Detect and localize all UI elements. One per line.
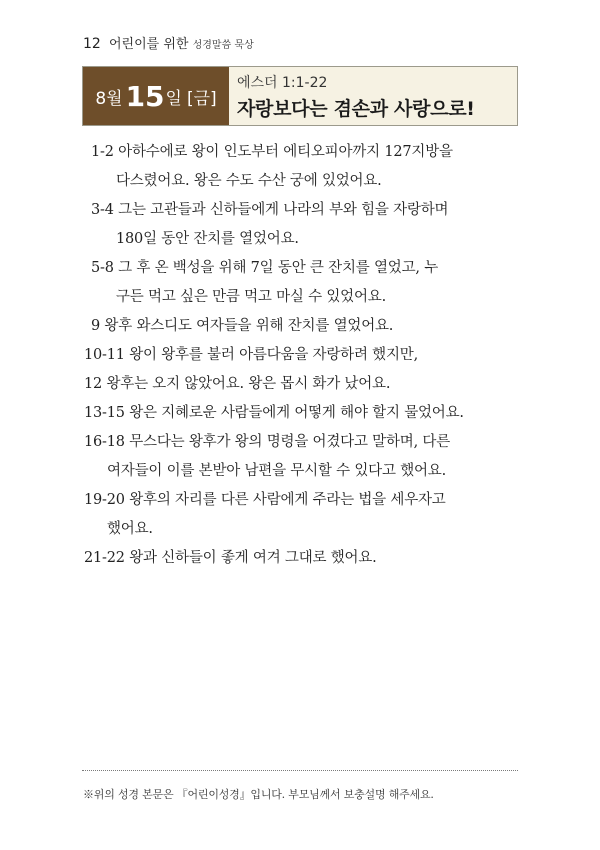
verse-line: 5-8 그 후 온 백성을 위해 7일 동안 큰 잔치를 열었고, 누 <box>91 260 439 276</box>
devotion-title: 자랑보다는 겸손과 사랑으로! <box>237 98 475 120</box>
verse-continuation: 했어요. <box>107 521 153 537</box>
verse-item <box>84 370 524 399</box>
verse-item <box>84 428 524 486</box>
footnote: ※위의 성경 본문은 『어린이성경』입니다. 부모님께서 보충설명 해주세요. <box>83 788 434 801</box>
date-day: 15 <box>125 79 165 113</box>
scripture-reference: 에스더 1:1-22 <box>237 75 328 91</box>
verse-continuation: 여자들이 이를 본받아 남편을 무시할 수 있다고 했어요. <box>107 463 447 479</box>
verse-line: 3-4 그는 고관들과 신하들에게 나라의 부와 힘을 자랑하며 <box>91 202 449 218</box>
page-number: 12 <box>83 36 101 52</box>
date-day-suffix: 일 <box>165 88 182 109</box>
date-weekday: [금] <box>186 88 217 109</box>
title-text <box>229 67 475 125</box>
scripture-passage <box>84 138 524 573</box>
verse-item <box>84 138 524 196</box>
verse-line: 9 왕후 와스디도 여자들을 위해 잔치를 열었어요. <box>91 318 394 334</box>
date-block <box>83 67 229 125</box>
verse-line: 16-18 무스다는 왕후가 왕의 명령을 어겼다고 말하며, 다른 <box>84 434 451 450</box>
verse-item <box>84 544 524 573</box>
verse-continuation: 180일 동안 잔치를 열었어요. <box>116 231 299 247</box>
verse-line: 1-2 아하수에로 왕이 인도부터 에티오피아까지 127지방을 <box>91 144 453 160</box>
date-month: 8월 <box>95 88 123 109</box>
verse-item <box>84 312 524 341</box>
verse-item <box>84 399 524 428</box>
verse-line: 19-20 왕후의 자리를 다른 사람에게 주라는 법을 세우자고 <box>84 492 446 508</box>
verse-line: 21-22 왕과 신하들이 좋게 여겨 그대로 했어요. <box>84 550 377 566</box>
page-header <box>83 33 254 52</box>
verse-line: 13-15 왕은 지혜로운 사람들에게 어떻게 해야 할지 물었어요. <box>84 405 464 421</box>
book-title: 어린이를 위한 <box>108 37 189 52</box>
book-subtitle: 성경말씀 묵상 <box>192 40 254 51</box>
verse-item <box>84 196 524 254</box>
verse-item <box>84 486 524 544</box>
verse-continuation: 다스렸어요. 왕은 수도 수산 궁에 있었어요. <box>116 173 382 189</box>
verse-line: 12 왕후는 오지 않았어요. 왕은 몹시 화가 났어요. <box>84 376 391 392</box>
devotion-title-box <box>82 66 518 126</box>
verse-line: 10-11 왕이 왕후를 불러 아름다움을 자랑하려 했지만, <box>84 347 418 363</box>
verse-item <box>84 254 524 312</box>
footer-divider <box>82 770 518 771</box>
verse-continuation: 구든 먹고 싶은 만큼 먹고 마실 수 있었어요. <box>116 289 386 305</box>
verse-item <box>84 341 524 370</box>
